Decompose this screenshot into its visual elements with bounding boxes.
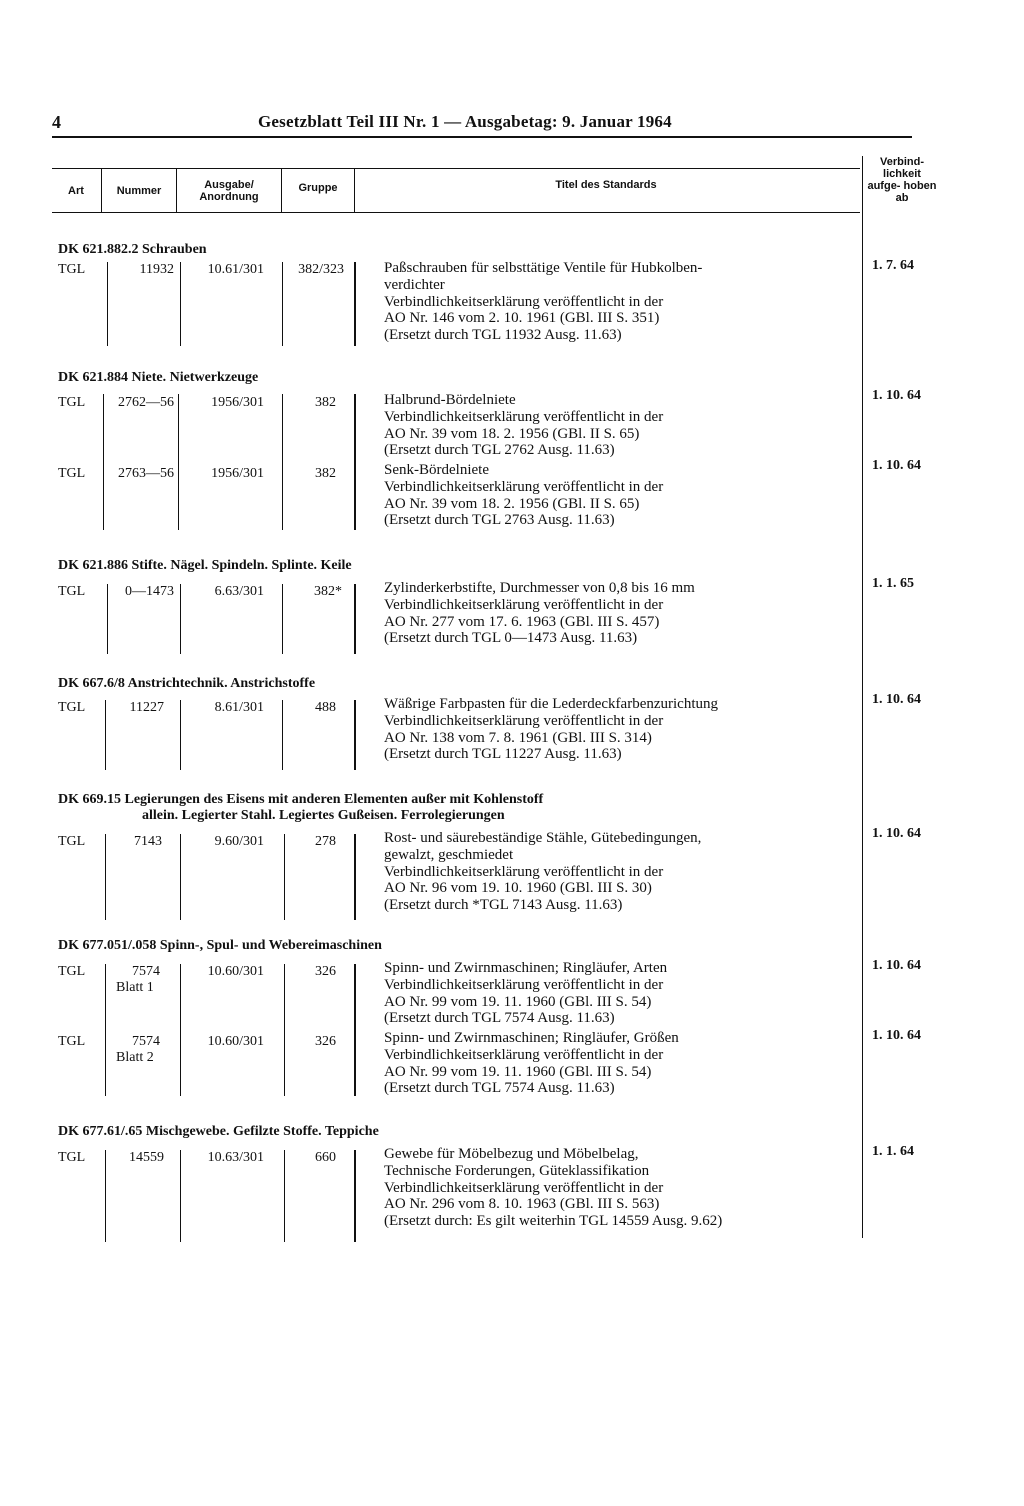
row-divider xyxy=(178,394,179,530)
title-line: AO Nr. 39 vom 18. 2. 1956 (GBl. II S. 65) xyxy=(384,495,640,512)
section-heading: DK 621.884 Niete. Nietwerkzeuge xyxy=(58,370,259,385)
row-divider xyxy=(284,1150,285,1242)
cell-gruppe: 326 xyxy=(315,964,336,979)
row-divider xyxy=(107,262,108,346)
title-line: Halbrund-Bördelniete xyxy=(384,392,516,408)
title-line: (Ersetzt durch TGL 11227 Ausg. 11.63) xyxy=(384,746,622,763)
row-divider xyxy=(354,1150,356,1242)
cell-gruppe: 326 xyxy=(315,1034,336,1049)
cell-nummer-blatt: Blatt 2 xyxy=(116,1050,154,1065)
cell-aufgehoben: 1. 10. 64 xyxy=(872,458,921,473)
cell-aufgehoben: 1. 1. 65 xyxy=(872,576,914,591)
cell-aufgehoben: 1. 1. 64 xyxy=(872,1144,914,1159)
row-divider xyxy=(180,584,181,654)
title-line: Technische Forderungen, Güteklassifikation xyxy=(384,1162,650,1179)
last-column-divider xyxy=(862,156,863,1238)
cell-title xyxy=(384,830,854,914)
header-ausgabe: Ausgabe/ Anordnung xyxy=(199,179,259,203)
title-line: AO Nr. 99 vom 19. 11. 1960 (GBl. III S. 54) xyxy=(384,993,652,1010)
cell-nummer: 2762—56 xyxy=(118,395,174,410)
row-divider xyxy=(103,394,104,530)
title-line: (Ersetzt durch TGL 2762 Ausg. 11.63) xyxy=(384,442,615,459)
title-line: Verbindlichkeitserklärung veröffentlicht in der xyxy=(384,712,664,729)
cell-ausgabe: 9.60/301 xyxy=(214,834,264,849)
row-divider xyxy=(180,700,181,770)
row-divider xyxy=(107,584,108,654)
title-line: AO Nr. 277 vom 17. 6. 1963 (GBl. III S. 457) xyxy=(384,613,660,630)
header-gruppe: Gruppe xyxy=(298,182,338,194)
section-heading-continued: allein. Legierter Stahl. Legiertes Gußeisen. Ferrolegierungen xyxy=(142,808,505,823)
section-heading: DK 669.15 Legierungen des Eisens mit anderen Elementen außer mit Kohlenstoff xyxy=(58,792,544,807)
title-line: Verbindlichkeitserklärung veröffentlicht in der xyxy=(384,976,664,993)
title-line: (Ersetzt durch *TGL 7143 Ausg. 11.63) xyxy=(384,897,623,914)
row-divider xyxy=(282,700,283,770)
section-heading: DK 677.051/.058 Spinn-, Spul- und Webereimaschinen xyxy=(58,938,382,953)
title-line: Rost- und säurebeständige Stähle, Gütebedingungen, xyxy=(384,830,702,846)
title-line: gewalzt, geschmiedet xyxy=(384,846,514,863)
title-line: Verbindlichkeitserklärung veröffentlicht in der xyxy=(384,1179,664,1196)
row-divider xyxy=(354,262,356,346)
cell-art: TGL xyxy=(58,1034,86,1049)
cell-art: TGL xyxy=(58,1150,86,1165)
row-divider xyxy=(354,394,356,530)
page-number: 4 xyxy=(52,112,61,132)
cell-aufgehoben: 1. 10. 64 xyxy=(872,826,921,841)
header-titel: Titel des Standards xyxy=(555,179,657,191)
cell-title xyxy=(384,392,854,459)
cell-nummer: 7574 xyxy=(132,964,160,979)
cell-nummer: 11932 xyxy=(139,262,174,277)
cell-ausgabe: 6.63/301 xyxy=(214,584,264,599)
section-heading: DK 621.886 Stifte. Nägel. Spindeln. Splinte. Keile xyxy=(58,558,352,573)
header-verbindlichkeit: Verbind- lichkeit aufge- hoben ab xyxy=(867,156,937,204)
cell-gruppe: 488 xyxy=(315,700,336,715)
section-heading: DK 621.882.2 Schrauben xyxy=(58,242,207,257)
title-line: AO Nr. 99 vom 19. 11. 1960 (GBl. III S. 54) xyxy=(384,1063,652,1080)
cell-title xyxy=(384,1030,854,1097)
top-rule xyxy=(52,136,912,138)
cell-ausgabe: 10.60/301 xyxy=(207,964,264,979)
cell-title xyxy=(384,1146,854,1230)
cell-art: TGL xyxy=(58,964,86,979)
cell-nummer: 7574 xyxy=(132,1034,160,1049)
cell-nummer: 14559 xyxy=(129,1150,164,1165)
title-line: AO Nr. 39 vom 18. 2. 1956 (GBl. II S. 65) xyxy=(384,425,640,442)
row-divider xyxy=(284,834,285,920)
row-divider xyxy=(180,262,181,346)
row-divider xyxy=(282,584,283,654)
title-line: Spinn- und Zwirnmaschinen; Ringläufer, Arten xyxy=(384,960,668,976)
cell-title xyxy=(384,960,854,1027)
title-line: Verbindlichkeitserklärung veröffentlicht in der xyxy=(384,863,664,880)
row-divider xyxy=(282,262,283,346)
section-heading: DK 667.6/8 Anstrichtechnik. Anstrichstoffe xyxy=(58,676,316,691)
cell-gruppe: 382 xyxy=(315,466,336,481)
cell-aufgehoben: 1. 7. 64 xyxy=(872,258,914,273)
cell-gruppe: 382 xyxy=(315,395,336,410)
title-line: (Ersetzt durch TGL 7574 Ausg. 11.63) xyxy=(384,1010,615,1027)
title-line: Zylinderkerbstifte, Durchmesser von 0,8 bis 16 mm xyxy=(384,580,695,596)
cell-art: TGL xyxy=(58,834,86,849)
cell-art: TGL xyxy=(58,262,86,277)
cell-gruppe: 382/323 xyxy=(298,262,344,277)
cell-ausgabe: 1956/301 xyxy=(211,466,264,481)
cell-ausgabe: 1956/301 xyxy=(211,395,264,410)
cell-aufgehoben: 1. 10. 64 xyxy=(872,692,921,707)
cell-title xyxy=(384,696,854,763)
header-divider-4 xyxy=(354,168,355,212)
title-line: Spinn- und Zwirnmaschinen; Ringläufer, Größen xyxy=(384,1030,679,1046)
row-divider xyxy=(105,964,106,1096)
row-divider xyxy=(180,964,181,1096)
title-line: (Ersetzt durch: Es gilt weiterhin TGL 14559 Ausg. 9.62) xyxy=(384,1213,723,1230)
cell-ausgabe: 10.60/301 xyxy=(207,1034,264,1049)
running-head: Gesetzblatt Teil III Nr. 1 — Ausgabetag: 9. Januar 1964 xyxy=(258,112,672,131)
row-divider xyxy=(105,700,106,770)
cell-nummer: 2763—56 xyxy=(118,466,174,481)
title-line: (Ersetzt durch TGL 7574 Ausg. 11.63) xyxy=(384,1080,615,1097)
header-rule-top xyxy=(52,168,860,169)
cell-aufgehoben: 1. 10. 64 xyxy=(872,388,921,403)
row-divider xyxy=(354,700,356,770)
row-divider xyxy=(180,834,181,920)
cell-title xyxy=(384,260,854,344)
title-line: Verbindlichkeitserklärung veröffentlicht in der xyxy=(384,408,664,425)
title-line: AO Nr. 296 vom 8. 10. 1963 (GBl. III S. 563) xyxy=(384,1196,660,1213)
cell-gruppe: 660 xyxy=(315,1150,336,1165)
row-divider xyxy=(284,964,285,1096)
cell-aufgehoben: 1. 10. 64 xyxy=(872,1028,921,1043)
cell-ausgabe: 8.61/301 xyxy=(214,700,264,715)
title-line: verdichter xyxy=(384,276,445,293)
title-line: Gewebe für Möbelbezug und Möbelbelag, xyxy=(384,1146,639,1162)
cell-nummer: 7143 xyxy=(134,834,162,849)
title-line: Verbindlichkeitserklärung veröffentlicht in der xyxy=(384,1046,664,1063)
row-divider xyxy=(105,834,106,920)
cell-title xyxy=(384,580,854,647)
title-line: Paßschrauben für selbsttätige Ventile für Hubkolben- xyxy=(384,260,703,276)
cell-gruppe: 278 xyxy=(315,834,336,849)
row-divider xyxy=(354,584,356,654)
header-nummer: Nummer xyxy=(116,185,162,197)
cell-art: TGL xyxy=(58,700,86,715)
cell-art: TGL xyxy=(58,466,86,481)
cell-title xyxy=(384,462,854,529)
title-line: Verbindlichkeitserklärung veröffentlicht in der xyxy=(384,293,664,310)
cell-art: TGL xyxy=(58,584,86,599)
row-divider xyxy=(282,394,283,530)
row-divider xyxy=(180,1150,181,1242)
row-divider xyxy=(354,834,356,920)
cell-nummer: 11227 xyxy=(129,700,164,715)
title-line: AO Nr. 138 vom 7. 8. 1961 (GBl. III S. 314) xyxy=(384,729,652,746)
title-line: Verbindlichkeitserklärung veröffentlicht in der xyxy=(384,596,664,613)
row-divider xyxy=(105,1150,106,1242)
cell-nummer: 0—1473 xyxy=(125,584,174,599)
cell-gruppe: 382* xyxy=(314,584,342,599)
title-line: AO Nr. 146 vom 2. 10. 1961 (GBl. III S. 351) xyxy=(384,310,660,327)
cell-ausgabe: 10.61/301 xyxy=(207,262,264,277)
cell-ausgabe: 10.63/301 xyxy=(207,1150,264,1165)
title-line: (Ersetzt durch TGL 2763 Ausg. 11.63) xyxy=(384,512,615,529)
title-line: AO Nr. 96 vom 19. 10. 1960 (GBl. III S. 30) xyxy=(384,880,652,897)
cell-art: TGL xyxy=(58,395,86,410)
title-line: Wäßrige Farbpasten für die Lederdeckfarbenzurichtung xyxy=(384,696,719,712)
title-line: (Ersetzt durch TGL 11932 Ausg. 11.63) xyxy=(384,327,622,344)
header-art: Art xyxy=(68,185,84,197)
cell-nummer-blatt: Blatt 1 xyxy=(116,980,154,995)
cell-aufgehoben: 1. 10. 64 xyxy=(872,958,921,973)
header-divider-2 xyxy=(176,168,177,212)
title-line: (Ersetzt durch TGL 0—1473 Ausg. 11.63) xyxy=(384,630,638,647)
title-line: Senk-Bördelniete xyxy=(384,462,489,478)
header-rule-bottom xyxy=(52,212,860,213)
row-divider xyxy=(354,964,356,1096)
title-line: Verbindlichkeitserklärung veröffentlicht in der xyxy=(384,478,664,495)
section-heading: DK 677.61/.65 Mischgewebe. Gefilzte Stoffe. Teppiche xyxy=(58,1124,379,1139)
